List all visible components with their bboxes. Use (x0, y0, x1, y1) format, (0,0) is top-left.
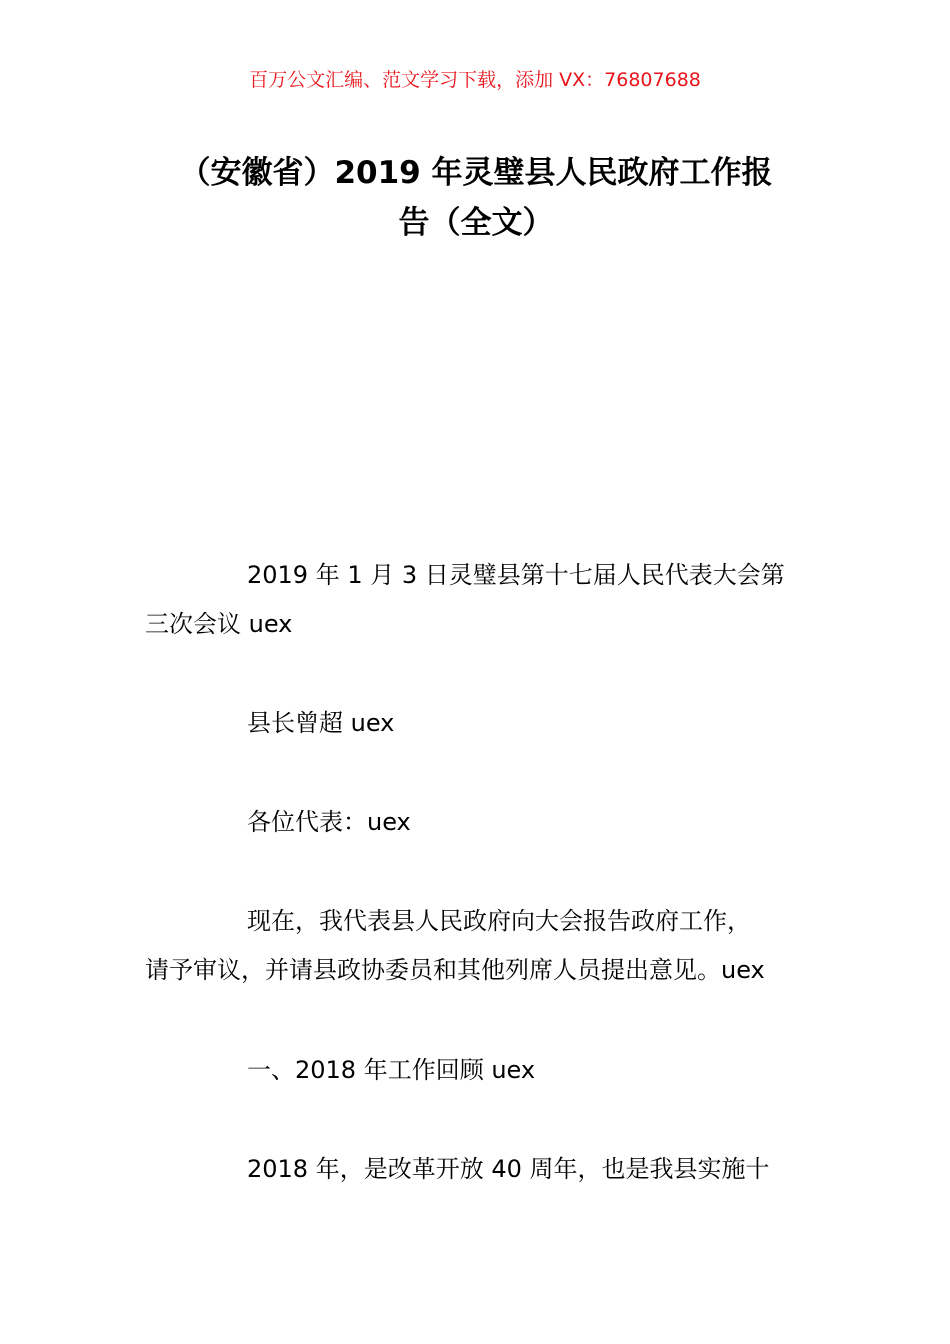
speaker-line: 县长曾超 uex (247, 709, 395, 737)
speaker-paragraph (145, 699, 807, 748)
title-line-2: 告（全文） (398, 205, 554, 241)
intro-line-2: 请予审议，并请县政协委员和其他列席人员提出意见。uex (145, 956, 765, 984)
meeting-info-line-1: 2019 年 1 月 3 日灵璧县第十七届人民代表大会第 (247, 561, 785, 589)
title-line-1: （安徽省）2019 年灵璧县人民政府工作报 (179, 155, 773, 191)
review-line-1: 2018 年，是改革开放 40 周年，也是我县实施十 (247, 1155, 770, 1183)
salutation-paragraph (145, 798, 807, 847)
header-banner: 百万公文汇编、范文学习下载，添加 VX：76807688 (249, 69, 701, 91)
intro-line-1: 现在，我代表县人民政府向大会报告政府工作， (247, 907, 751, 935)
section-heading-line: 一、2018 年工作回顾 uex (247, 1056, 536, 1084)
meeting-info-line-2: 三次会议 uex (145, 610, 293, 638)
review-paragraph (145, 1145, 807, 1194)
meeting-info-paragraph (145, 551, 807, 649)
document-title (145, 148, 807, 248)
intro-paragraph (145, 897, 807, 995)
section-heading-paragraph (145, 1046, 807, 1095)
salutation-line: 各位代表：uex (247, 808, 411, 836)
